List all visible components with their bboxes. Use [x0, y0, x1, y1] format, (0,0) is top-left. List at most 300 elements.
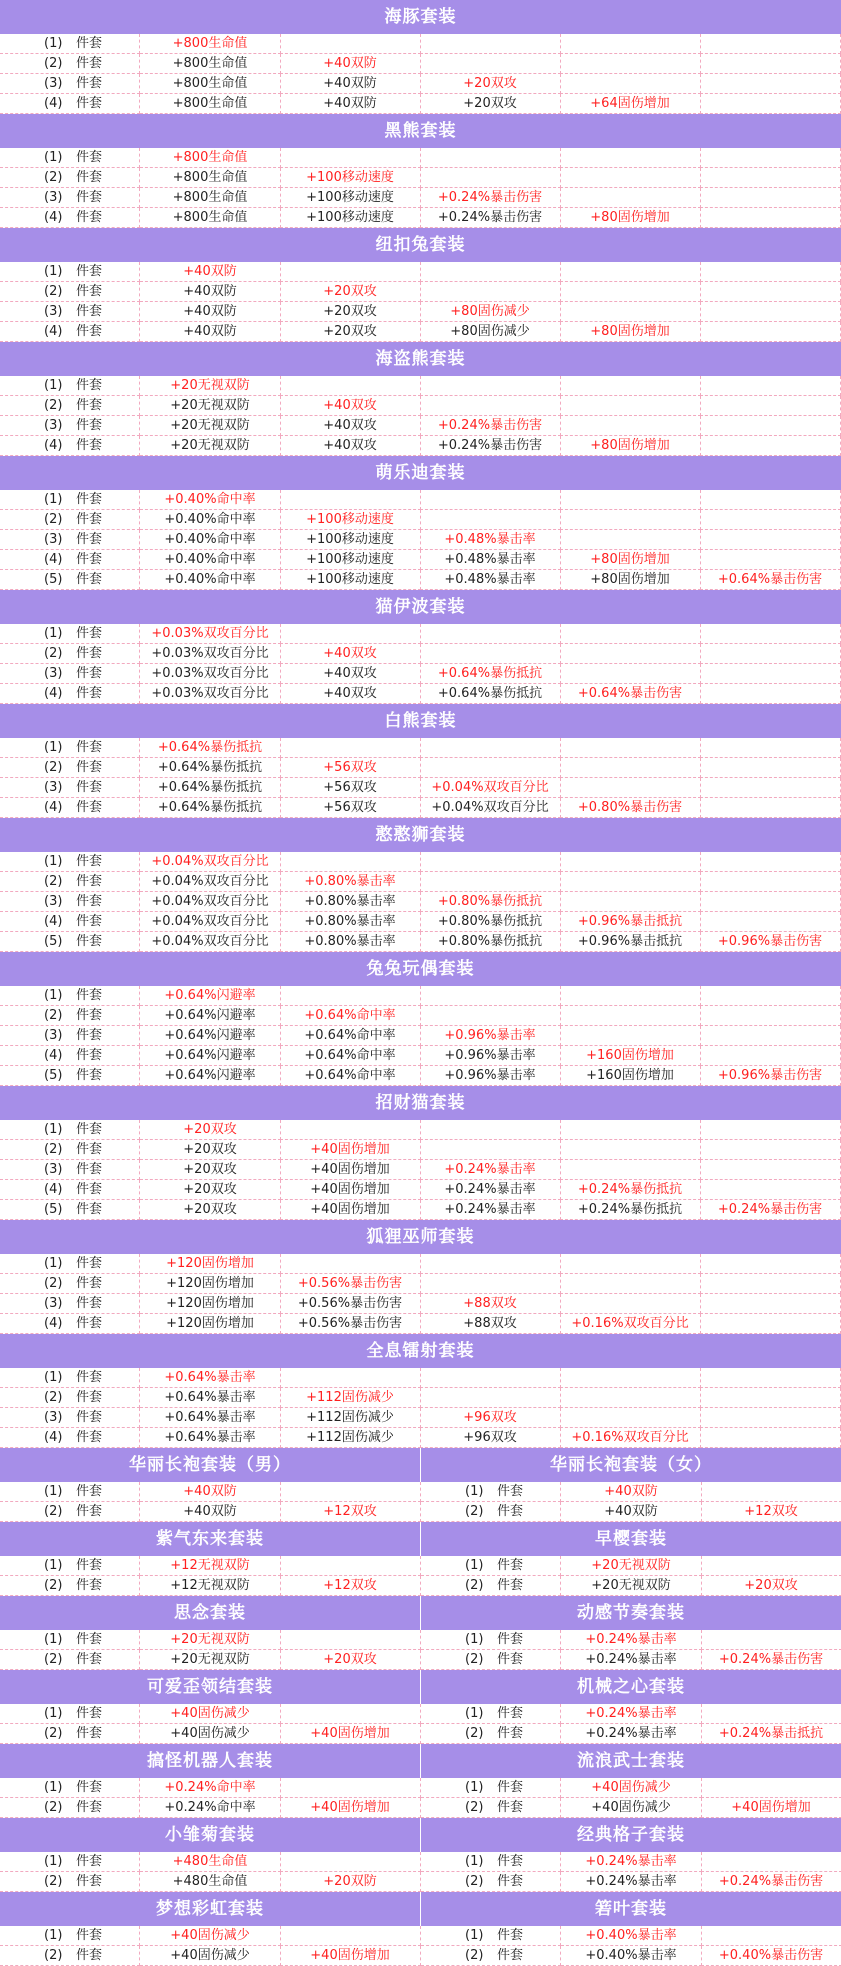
tier-suffix: 件套: [76, 190, 103, 205]
bonus-cell: +0.64%命中率: [280, 1026, 421, 1046]
empty-cell: [420, 872, 561, 892]
tier-suffix: 件套: [76, 284, 103, 299]
tier-suffix: 件套: [76, 760, 103, 775]
tier-label: [0, 1254, 140, 1274]
set-section: [0, 342, 841, 456]
table-row: [0, 416, 841, 436]
empty-cell: [700, 892, 841, 912]
tier-number: (1): [465, 1558, 484, 1573]
new-bonus-cell: +20双攻: [701, 1576, 841, 1596]
new-bonus-cell: +0.48%暴击率: [420, 530, 561, 550]
empty-cell: [420, 1140, 561, 1160]
new-bonus-cell: +0.16%双攻百分比: [560, 1314, 701, 1334]
bonus-cell: +40双防: [561, 1502, 702, 1522]
tier-number: (5): [44, 572, 63, 587]
tier-label: [0, 1314, 140, 1334]
tier-suffix: 件套: [76, 1578, 103, 1593]
tier-number: (2): [44, 1800, 63, 1815]
empty-cell: [560, 624, 701, 644]
set-title: 海豚套装: [0, 0, 841, 34]
tier-suffix: 件套: [76, 1652, 103, 1667]
tier-number: (5): [44, 934, 63, 949]
bonus-cell: +80固伤减少: [420, 322, 561, 342]
empty-cell: [560, 262, 701, 282]
tier-suffix: 件套: [76, 1504, 103, 1519]
table-row: [0, 188, 841, 208]
new-bonus-cell: +800生命值: [140, 34, 281, 54]
bonus-cell: +40固伤增加: [280, 1200, 421, 1220]
table-row: [0, 1160, 841, 1180]
bonus-cell: +80固伤增加: [560, 570, 701, 590]
new-bonus-cell: +0.56%暴击伤害: [280, 1274, 421, 1294]
tier-suffix: 件套: [76, 666, 103, 681]
empty-cell: [560, 416, 701, 436]
tier-suffix: 件套: [76, 854, 103, 869]
table-row: [0, 1556, 420, 1576]
empty-cell: [280, 1482, 421, 1502]
new-bonus-cell: +0.24%暴击伤害: [420, 188, 561, 208]
set-pair-row: [0, 1818, 841, 1892]
empty-cell: [560, 986, 701, 1006]
new-bonus-cell: +12双攻: [701, 1502, 841, 1522]
empty-cell: [700, 1294, 841, 1314]
table-row: [0, 758, 841, 778]
empty-cell: [701, 1482, 841, 1502]
new-bonus-cell: +80固伤减少: [420, 302, 561, 322]
empty-cell: [420, 396, 561, 416]
bonus-cell: +0.24%暴击率: [561, 1724, 702, 1744]
new-bonus-cell: +20无视双防: [561, 1556, 702, 1576]
bonus-cell: +0.64%暴击率: [140, 1428, 281, 1448]
set-title: 可爱歪领结套装: [0, 1670, 420, 1704]
table-row: [0, 1704, 420, 1724]
tier-label: [0, 1180, 140, 1200]
tier-number: (2): [44, 1504, 63, 1519]
tier-label: [0, 1066, 140, 1086]
table-row: [0, 1388, 841, 1408]
set-title: 憨憨狮套装: [0, 818, 841, 852]
table-row: [421, 1576, 841, 1596]
empty-cell: [700, 188, 841, 208]
tier-label: [421, 1724, 561, 1744]
empty-cell: [700, 872, 841, 892]
new-bonus-cell: +160固伤增加: [560, 1046, 701, 1066]
table-row: [0, 510, 841, 530]
tier-number: (3): [44, 76, 63, 91]
empty-cell: [700, 798, 841, 818]
tier-suffix: 件套: [76, 532, 103, 547]
bonus-cell: +0.40%命中率: [140, 570, 281, 590]
tier-suffix: 件套: [497, 1632, 524, 1647]
tier-suffix: 件套: [76, 1162, 103, 1177]
bonus-cell: +40双防: [280, 94, 421, 114]
tier-label: [421, 1630, 561, 1650]
tier-number: (1): [44, 988, 63, 1003]
new-bonus-cell: +20双防: [280, 1872, 421, 1892]
new-bonus-cell: +20双攻: [280, 1650, 421, 1670]
tier-suffix: 件套: [76, 914, 103, 929]
tier-number: (2): [44, 170, 63, 185]
bonus-cell: +100移动速度: [280, 208, 421, 228]
tier-label: [0, 262, 140, 282]
new-bonus-cell: +0.64%暴击伤害: [700, 570, 841, 590]
new-bonus-cell: +0.24%暴击抵抗: [701, 1724, 841, 1744]
empty-cell: [560, 852, 701, 872]
bonus-cell: +0.03%双攻百分比: [140, 664, 281, 684]
table-row: [421, 1556, 841, 1576]
empty-cell: [700, 490, 841, 510]
table-row: [0, 262, 841, 282]
tier-suffix: 件套: [76, 1430, 103, 1445]
bonus-cell: +100移动速度: [280, 530, 421, 550]
tier-suffix: 件套: [76, 646, 103, 661]
empty-cell: [560, 376, 701, 396]
empty-cell: [700, 986, 841, 1006]
tier-suffix: 件套: [76, 1632, 103, 1647]
tier-label: [0, 778, 140, 798]
set-title: 黑熊套装: [0, 114, 841, 148]
set-title: 流浪武士套装: [421, 1744, 841, 1778]
bonus-cell: +112固伤减少: [280, 1408, 421, 1428]
tier-number: (1): [44, 854, 63, 869]
tier-label: [0, 1946, 140, 1966]
tier-label: [421, 1576, 561, 1596]
empty-cell: [700, 1026, 841, 1046]
empty-cell: [700, 510, 841, 530]
tier-number: (4): [44, 324, 63, 339]
tier-label: [421, 1926, 561, 1946]
empty-cell: [420, 168, 561, 188]
tier-suffix: 件套: [76, 56, 103, 71]
new-bonus-cell: +20无视双防: [140, 1630, 281, 1650]
tier-number: (1): [44, 1370, 63, 1385]
tier-suffix: 件套: [76, 1202, 103, 1217]
empty-cell: [280, 1926, 421, 1946]
table-row: [0, 530, 841, 550]
bonus-cell: +0.64%闪避率: [140, 1046, 281, 1066]
tier-number: (4): [44, 96, 63, 111]
tier-number: (1): [465, 1706, 484, 1721]
tier-label: [0, 892, 140, 912]
bonus-cell: +0.04%双攻百分比: [140, 932, 281, 952]
new-bonus-cell: +0.24%暴击伤害: [701, 1872, 841, 1892]
new-bonus-cell: +0.40%命中率: [140, 490, 281, 510]
tier-suffix: 件套: [497, 1578, 524, 1593]
bonus-cell: +0.24%暴击伤害: [420, 436, 561, 456]
tier-number: (4): [44, 1182, 63, 1197]
empty-cell: [700, 376, 841, 396]
tier-suffix: 件套: [76, 512, 103, 527]
new-bonus-cell: +0.04%双攻百分比: [140, 852, 281, 872]
set-title: 白熊套装: [0, 704, 841, 738]
empty-cell: [700, 262, 841, 282]
empty-cell: [700, 758, 841, 778]
new-bonus-cell: +80固伤增加: [560, 208, 701, 228]
empty-cell: [560, 1120, 701, 1140]
tier-suffix: 件套: [76, 1296, 103, 1311]
empty-cell: [560, 34, 701, 54]
new-bonus-cell: +40固伤减少: [140, 1704, 281, 1724]
set-section: [421, 1744, 841, 1818]
tier-number: (2): [44, 1726, 63, 1741]
tier-label: [0, 416, 140, 436]
empty-cell: [280, 1368, 421, 1388]
tier-suffix: 件套: [76, 418, 103, 433]
table-row: [0, 1852, 420, 1872]
table-row: [0, 1066, 841, 1086]
tier-suffix: 件套: [76, 398, 103, 413]
table-row: [0, 1778, 420, 1798]
tier-label: [0, 758, 140, 778]
new-bonus-cell: +80固伤增加: [560, 436, 701, 456]
empty-cell: [280, 1556, 421, 1576]
tier-number: (1): [44, 1706, 63, 1721]
set-pair-row: [0, 1596, 841, 1670]
new-bonus-cell: +0.24%暴伤抵抗: [560, 1180, 701, 1200]
table-row: [0, 1006, 841, 1026]
empty-cell: [560, 738, 701, 758]
table-row: [0, 1180, 841, 1200]
tier-suffix: 件套: [76, 740, 103, 755]
new-bonus-cell: +40双防: [561, 1482, 702, 1502]
bonus-cell: +0.96%暴击率: [420, 1046, 561, 1066]
tier-label: [0, 1026, 140, 1046]
empty-cell: [700, 1368, 841, 1388]
set-title: 萌乐迪套装: [0, 456, 841, 490]
bonus-cell: +800生命值: [140, 168, 281, 188]
tier-label: [421, 1872, 561, 1892]
empty-cell: [560, 148, 701, 168]
tier-label: [0, 1006, 140, 1026]
new-bonus-cell: +0.96%暴击伤害: [700, 1066, 841, 1086]
tier-suffix: 件套: [76, 1706, 103, 1721]
empty-cell: [700, 396, 841, 416]
new-bonus-cell: +0.24%暴击伤害: [701, 1650, 841, 1670]
tier-label: [0, 530, 140, 550]
new-bonus-cell: +64固伤增加: [560, 94, 701, 114]
bonus-cell: +0.64%闪避率: [140, 1006, 281, 1026]
bonus-cell: +40双防: [280, 74, 421, 94]
tier-number: (3): [44, 1410, 63, 1425]
empty-cell: [420, 738, 561, 758]
empty-cell: [700, 1314, 841, 1334]
bonus-cell: +88双攻: [420, 1314, 561, 1334]
empty-cell: [700, 1120, 841, 1140]
set-title: 招财猫套装: [0, 1086, 841, 1120]
tier-number: (3): [44, 532, 63, 547]
empty-cell: [700, 282, 841, 302]
tier-label: [0, 1650, 140, 1670]
tier-label: [0, 986, 140, 1006]
tier-suffix: 件套: [497, 1948, 524, 1963]
tier-number: (1): [465, 1632, 484, 1647]
bonus-cell: +0.80%暴击率: [280, 912, 421, 932]
tier-label: [0, 852, 140, 872]
table-row: [0, 74, 841, 94]
bonus-cell: +40双攻: [280, 684, 421, 704]
tier-number: (1): [44, 626, 63, 641]
table-row: [421, 1704, 841, 1724]
set-section: [0, 1334, 841, 1448]
empty-cell: [420, 490, 561, 510]
tier-label: [421, 1852, 561, 1872]
empty-cell: [560, 1254, 701, 1274]
tier-suffix: 件套: [76, 874, 103, 889]
table-row: [421, 1926, 841, 1946]
table-row: [0, 1046, 841, 1066]
empty-cell: [420, 1274, 561, 1294]
bonus-cell: +0.24%暴击率: [561, 1650, 702, 1670]
tier-number: (2): [465, 1800, 484, 1815]
empty-cell: [560, 530, 701, 550]
table-row: [0, 322, 841, 342]
tier-suffix: 件套: [76, 934, 103, 949]
new-bonus-cell: +800生命值: [140, 148, 281, 168]
table-row: [0, 644, 841, 664]
tier-number: (2): [44, 56, 63, 71]
tier-suffix: 件套: [76, 1928, 103, 1943]
empty-cell: [700, 1428, 841, 1448]
new-bonus-cell: +0.64%闪避率: [140, 986, 281, 1006]
table-row: [421, 1650, 841, 1670]
table-row: [0, 168, 841, 188]
tier-label: [421, 1502, 561, 1522]
tier-label: [0, 1872, 140, 1892]
table-row: [421, 1872, 841, 1892]
tier-number: (3): [44, 1028, 63, 1043]
tier-label: [0, 550, 140, 570]
bonus-cell: +0.24%暴击率: [420, 1200, 561, 1220]
new-bonus-cell: +20双攻: [280, 282, 421, 302]
tier-label: [0, 912, 140, 932]
empty-cell: [280, 852, 421, 872]
tier-label: [0, 1046, 140, 1066]
tier-number: (4): [44, 552, 63, 567]
empty-cell: [420, 148, 561, 168]
set-title: 狐狸巫师套装: [0, 1220, 841, 1254]
new-bonus-cell: +0.04%双攻百分比: [420, 778, 561, 798]
table-row: [0, 912, 841, 932]
tier-label: [0, 1388, 140, 1408]
tier-suffix: 件套: [76, 1726, 103, 1741]
bonus-cell: +20双攻: [420, 94, 561, 114]
new-bonus-cell: +0.80%暴击率: [280, 872, 421, 892]
set-title: 梦想彩虹套装: [0, 1892, 420, 1926]
new-bonus-cell: +80固伤增加: [560, 550, 701, 570]
tier-suffix: 件套: [76, 1048, 103, 1063]
empty-cell: [701, 1926, 841, 1946]
empty-cell: [700, 1160, 841, 1180]
empty-cell: [700, 1254, 841, 1274]
set-pair-row: [0, 1892, 841, 1966]
tier-number: (2): [44, 874, 63, 889]
set-section: [0, 590, 841, 704]
tier-number: (2): [465, 1726, 484, 1741]
empty-cell: [700, 54, 841, 74]
tier-number: (1): [44, 36, 63, 51]
bonus-cell: +120固伤增加: [140, 1274, 281, 1294]
bonus-cell: +0.48%暴击率: [420, 550, 561, 570]
empty-cell: [700, 1006, 841, 1026]
empty-cell: [280, 1254, 421, 1274]
empty-cell: [700, 684, 841, 704]
bonus-cell: +40双攻: [280, 436, 421, 456]
tier-label: [0, 1160, 140, 1180]
empty-cell: [560, 188, 701, 208]
tier-number: (1): [44, 1632, 63, 1647]
bonus-cell: +0.64%闪避率: [140, 1026, 281, 1046]
tier-number: (3): [44, 780, 63, 795]
tier-suffix: 件套: [76, 96, 103, 111]
new-bonus-cell: +40固伤增加: [701, 1798, 841, 1818]
new-bonus-cell: +0.64%暴伤抵抗: [140, 738, 281, 758]
tier-label: [0, 1576, 140, 1596]
bonus-cell: +0.56%暴击伤害: [280, 1294, 421, 1314]
tier-label: [0, 1408, 140, 1428]
bonus-cell: +20无视双防: [140, 436, 281, 456]
tier-suffix: 件套: [76, 780, 103, 795]
tier-suffix: 件套: [76, 36, 103, 51]
bonus-cell: +20无视双防: [140, 396, 281, 416]
empty-cell: [560, 396, 701, 416]
empty-cell: [560, 54, 701, 74]
tier-number: (1): [465, 1780, 484, 1795]
tier-label: [0, 1852, 140, 1872]
new-bonus-cell: +40固伤减少: [140, 1926, 281, 1946]
table-row: [0, 1926, 420, 1946]
table-row: [0, 302, 841, 322]
tier-suffix: 件套: [76, 686, 103, 701]
tier-suffix: 件套: [76, 1874, 103, 1889]
table-row: [421, 1798, 841, 1818]
new-bonus-cell: +0.80%暴伤抵抗: [420, 892, 561, 912]
table-row: [0, 872, 841, 892]
set-section: [421, 1818, 841, 1892]
bonus-cell: +20双攻: [140, 1160, 281, 1180]
new-bonus-cell: +480生命值: [140, 1852, 281, 1872]
new-bonus-cell: +0.24%暴击伤害: [700, 1200, 841, 1220]
table-row: [0, 436, 841, 456]
bonus-cell: +0.04%双攻百分比: [420, 798, 561, 818]
tier-number: (1): [44, 264, 63, 279]
table-row: [0, 1120, 841, 1140]
tier-number: (3): [44, 894, 63, 909]
empty-cell: [420, 852, 561, 872]
bonus-cell: +0.64%暴伤抵抗: [140, 758, 281, 778]
table-row: [421, 1778, 841, 1798]
empty-cell: [700, 1274, 841, 1294]
table-row: [0, 208, 841, 228]
set-section: [421, 1596, 841, 1670]
empty-cell: [701, 1704, 841, 1724]
tier-number: (2): [465, 1948, 484, 1963]
table-row: [0, 932, 841, 952]
tier-label: [0, 1140, 140, 1160]
empty-cell: [560, 758, 701, 778]
tier-suffix: 件套: [76, 1276, 103, 1291]
empty-cell: [560, 1026, 701, 1046]
tier-number: (2): [44, 1142, 63, 1157]
table-row: [0, 54, 841, 74]
new-bonus-cell: +0.96%暴击伤害: [700, 932, 841, 952]
bonus-cell: +0.24%暴击率: [561, 1872, 702, 1892]
empty-cell: [420, 1368, 561, 1388]
empty-cell: [700, 738, 841, 758]
empty-cell: [420, 758, 561, 778]
tier-number: (4): [44, 438, 63, 453]
empty-cell: [560, 282, 701, 302]
empty-cell: [560, 1006, 701, 1026]
